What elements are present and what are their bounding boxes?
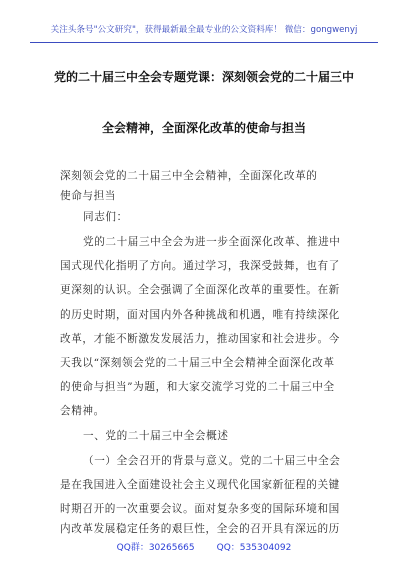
- body-line: 改革，才能不断激发发展活力，推动国家和社会进步。今: [60, 333, 340, 345]
- body-line: 内改革发展稳定任务的艰巨性，全会的召开具有深远的历: [60, 523, 340, 535]
- body-line: 的历史时期，面对国内外各种挑战和机遇，唯有持续深化: [60, 309, 340, 321]
- body-line: 时期召开的一次重要会议。面对复杂多变的国际环境和国: [60, 503, 340, 515]
- header-note: 关注头条号"公文研究"，获得最新最全最专业的公文资料库！ 微信：gongwenyj: [50, 25, 358, 35]
- body-line: 的使命与担当”为题，和大家交流学习党的二十届三中全: [60, 381, 335, 393]
- body-line: 使命与担当: [60, 190, 116, 202]
- body-line: 更深刻的认识。全会强调了全面深化改革的重要性。在新: [60, 284, 340, 296]
- body-line: 国式现代化指明了方向。通过学习，我深受鼓舞，也有了: [60, 260, 340, 272]
- section-heading: 一、党的二十届三中全会概述: [83, 430, 229, 442]
- body-line: （一）全会召开的背景与意义。党的二十届三中全会: [83, 455, 341, 467]
- footer-contact: [0, 540, 408, 553]
- footer-qq: QQ：535304092: [216, 543, 292, 553]
- body-line: 党的二十届三中全会为进一步全面深化改革、推进中: [83, 236, 341, 248]
- body-line: 天我以“深刻领会党的二十届三中全会精神全面深化改革: [60, 357, 335, 369]
- body-line: 会精神。: [60, 405, 105, 417]
- document-title-line-2: 全会精神，全面深化改革的使命与担当: [101, 121, 306, 135]
- body-line: 是在我国进入全面建设社会主义现代化国家新征程的关键: [60, 479, 340, 491]
- document-title-line-1: 党的二十届三中全会专题党课：深刻领会党的二十届三中: [53, 70, 354, 84]
- body-line: 深刻领会党的二十届三中全会精神，全面深化改革的: [60, 170, 318, 182]
- header-divider: [30, 42, 378, 43]
- footer-qq-group: QQ群：30265665: [116, 543, 195, 553]
- body-line: 同志们：: [83, 211, 128, 223]
